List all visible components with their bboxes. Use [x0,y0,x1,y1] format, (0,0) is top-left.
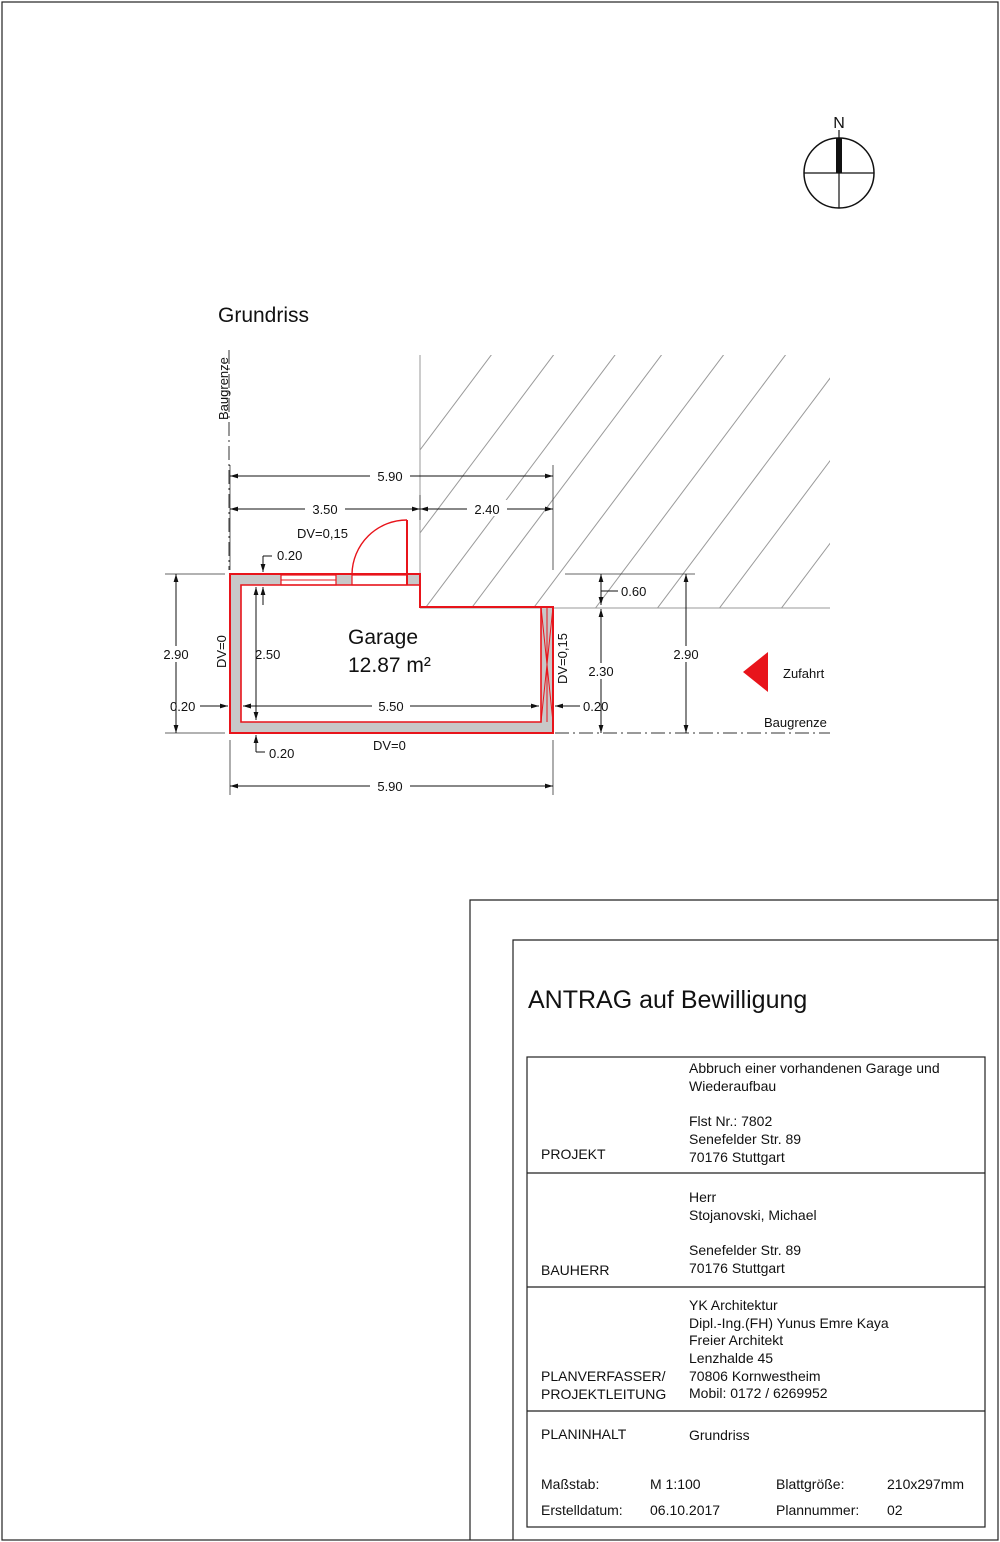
dim-left-wall: 0.20 [170,699,196,714]
plannummer-label: Plannummer: [776,1502,860,1518]
planverfasser-label1: PLANVERFASSER/ [541,1368,666,1384]
title-block-heading: ANTRAG auf Bewilligung [528,986,808,1014]
planverfasser-line6: Mobil: 0172 / 6269952 [689,1385,828,1401]
projekt-line4: Senefelder Str. 89 [689,1131,802,1147]
plannummer-value: 02 [887,1502,903,1518]
dim-top-right-label: 2.40 [474,502,500,517]
bauherr-line3: Senefelder Str. 89 [689,1242,802,1258]
boundary-label-left: Baugrenze [216,357,231,420]
dim-top-total-label: 5.90 [377,469,403,484]
room-name: Garage [348,626,419,649]
door-swing [352,520,407,574]
projekt-line5: 70176 Stuttgart [689,1149,785,1165]
access-label: Zufahrt [783,666,825,681]
dim-left-dv: DV=0 [214,635,229,668]
projekt-label: PROJEKT [541,1146,606,1162]
room-area: 12.87 m² [348,654,431,677]
dim-inner-height: 2.50 [255,647,281,662]
dim-wall-bottom: 0.20 [269,746,295,761]
massstab-label: Maßstab: [541,1476,600,1492]
planverfasser-line4: Lenzhalde 45 [689,1350,774,1366]
dim-right-dv: DV=0,15 [555,633,570,684]
blattgroesse-label: Blattgröße: [776,1476,845,1492]
dim-wall-top: 0.20 [277,548,303,563]
boundary-label-bottom: Baugrenze [764,715,827,730]
sheet-border [2,2,998,1540]
title-block-inner [513,940,998,1540]
north-arrow-icon [804,115,874,208]
planverfasser-line1: YK Architektur [689,1297,778,1313]
bauherr-line1: Herr [689,1189,717,1205]
dim-top-left-label: 3.50 [312,502,338,517]
access-arrow-icon [743,652,768,692]
planverfasser-label2: PROJEKTLEITUNG [541,1386,667,1402]
massstab-value: M 1:100 [650,1476,701,1492]
dim-step: 0.60 [621,584,647,599]
dim-right-inner: 2.30 [588,664,614,679]
dim-bottom-total: 5.90 [377,779,403,794]
dim-right-wall: 0.20 [583,699,609,714]
planinhalt-label: PLANINHALT [541,1426,627,1442]
dim-bottom-dv: DV=0 [373,738,406,753]
north-label: N [833,115,845,132]
planverfasser-line2: Dipl.-Ing.(FH) Yunus Emre Kaya [689,1315,889,1331]
blattgroesse-value: 210x297mm [887,1476,965,1492]
dim-door-dv: DV=0,15 [297,526,348,541]
dim-right-total: 2.90 [673,647,699,662]
dim-inner-width: 5.50 [378,699,404,714]
drawing-title: Grundriss [218,304,310,327]
planverfasser-line3: Freier Architekt [689,1332,784,1348]
erstelldatum-value: 06.10.2017 [650,1502,721,1518]
projekt-line1: Abbruch einer vorhandenen Garage und [689,1060,940,1076]
neighbour-building-hatch [420,317,1000,615]
projekt-line3: Flst Nr.: 7802 [689,1113,773,1129]
bauherr-label: BAUHERR [541,1262,610,1278]
planverfasser-line5: 70806 Kornwestheim [689,1368,821,1384]
planinhalt-value: Grundriss [689,1427,750,1443]
erstelldatum-label: Erstelldatum: [541,1502,623,1518]
dim-left-total: 2.90 [163,647,189,662]
bauherr-line4: 70176 Stuttgart [689,1260,785,1276]
projekt-line2: Wiederaufbau [689,1078,777,1094]
bauherr-line2: Stojanovski, Michael [689,1207,817,1223]
